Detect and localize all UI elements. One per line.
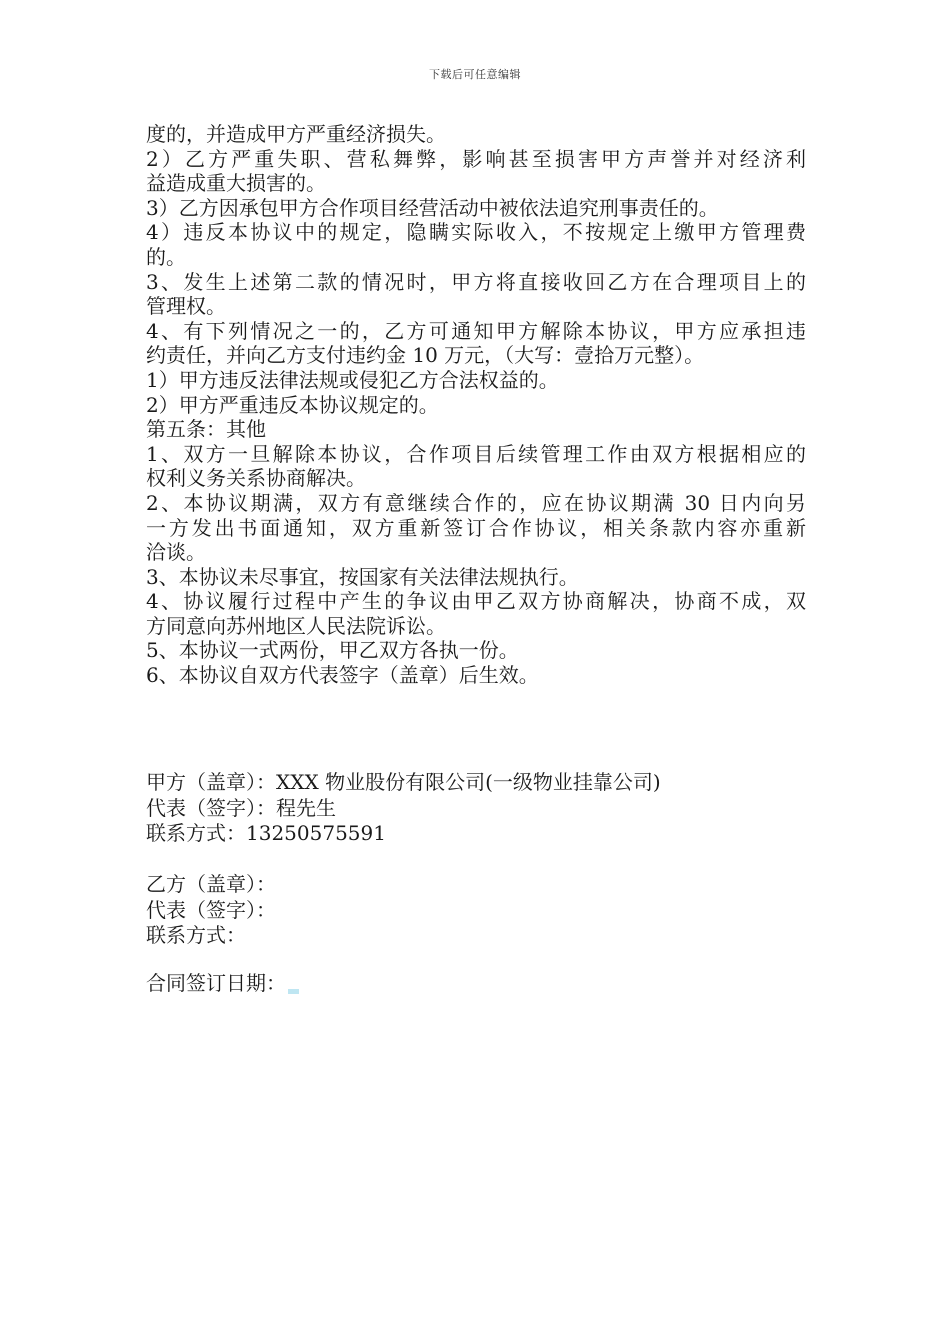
party-b-signature-block: [146, 872, 846, 949]
body-line: 的。: [146, 244, 186, 269]
date-field-marker: [288, 989, 299, 994]
body-line: 一方发出书面通知，双方重新签订合作协议，相关条款内容亦重新: [146, 515, 806, 540]
page-header-note: 下载后可任意编辑: [429, 68, 521, 81]
signing-date-row: [146, 971, 299, 996]
body-line: 2）乙方严重失职、营私舞弊，影响甚至损害甲方声誉并对经济利: [146, 146, 806, 171]
party-a-seal-line: 甲方（盖章）：XXX 物业股份有限公司(一级物业挂靠公司): [146, 770, 661, 794]
party-a-contact-line: 联系方式：13250575591: [146, 821, 386, 845]
section-heading: 第五条：其他: [146, 417, 266, 442]
body-line: 4、协议履行过程中产生的争议由甲乙双方协商解决，协商不成，双: [146, 589, 806, 614]
body-line: 3、发生上述第二款的情况时，甲方将直接收回乙方在合理项目上的: [146, 269, 806, 294]
party-b-representative-line: 代表（签字）：: [146, 897, 276, 922]
body-line: 4）违反本协议中的规定，隐瞒实际收入，不按规定上缴甲方管理费: [146, 220, 806, 245]
body-line: 3、本协议未尽事宜，按国家有关法律法规执行。: [146, 564, 579, 589]
body-line: 1）甲方违反法律法规或侵犯乙方合法权益的。: [146, 367, 559, 392]
body-line: 益造成重大损害的。: [146, 171, 326, 196]
body-line: 洽谈。: [146, 540, 206, 565]
party-b-contact-line: 联系方式：: [146, 923, 246, 947]
body-line: 5、本协议一式两份，甲乙双方各执一份。: [146, 638, 519, 663]
body-line: 4、有下列情况之一的，乙方可通知甲方解除本协议，甲方应承担违: [146, 318, 806, 343]
party-a-signature-block: [146, 770, 846, 847]
contract-body: [146, 122, 806, 688]
party-a-representative-line: 代表（签字）：程先生: [146, 795, 336, 820]
body-line: 管理权。: [146, 294, 226, 319]
body-line: 权利义务关系协商解决。: [146, 466, 366, 491]
signing-date-label: 合同签订日期：: [146, 971, 286, 995]
body-line: 2、本协议期满，双方有意继续合作的，应在协议期满 30 日内向另: [146, 490, 806, 515]
body-line: 方同意向苏州地区人民法院诉讼。: [146, 613, 446, 638]
body-line: 2）甲方严重违反本协议规定的。: [146, 392, 439, 417]
body-line: 度的，并造成甲方严重经济损失。: [146, 122, 446, 146]
body-line: 约责任，并向乙方支付违约金 10 万元，（大写：壹拾万元整）。: [146, 343, 705, 368]
body-line: 1、双方一旦解除本协议，合作项目后续管理工作由双方根据相应的: [146, 441, 806, 466]
body-line: 3）乙方因承包甲方合作项目经营活动中被依法追究刑事责任的。: [146, 195, 719, 220]
party-b-seal-line: 乙方（盖章）：: [146, 872, 276, 896]
body-line: 6、本协议自双方代表签字（盖章）后生效。: [146, 663, 539, 688]
